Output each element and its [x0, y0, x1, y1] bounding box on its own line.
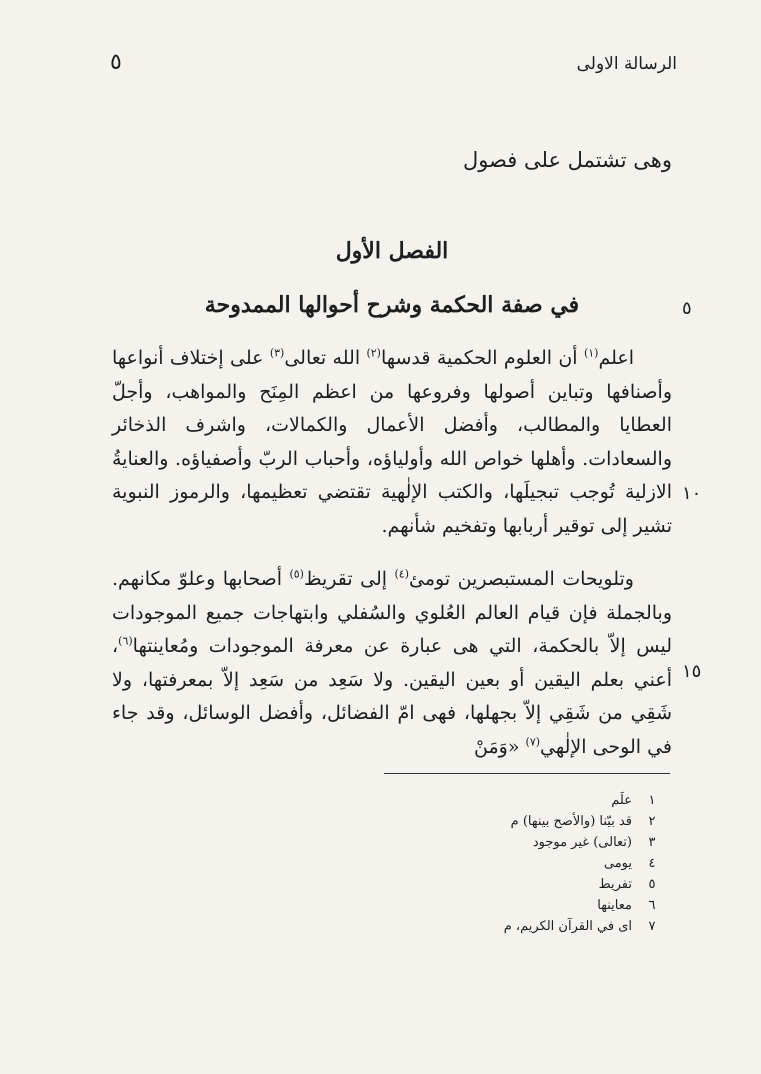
footnote-ref-1: (١): [583, 346, 599, 360]
footnote-ref-2: (٢): [366, 346, 381, 360]
paragraph-text: الله تعالى: [284, 347, 367, 369]
chapter-subtitle: في صفة الحكمة وشرح أحوالها الممدوحة: [204, 292, 580, 318]
footnote-number: ٦: [648, 898, 656, 913]
paragraph-text: ، أعني بعلم اليقين أو بعين اليقين. ولا سَعِد من سَعِد إلاّ بمعرفتها، ولا شَقِي من شَقِي إلاّ بجهلها، فهى امّ الفضائل، وأفضل الوسائل، وقد جاء في الوحى الإلٰهي: [112, 635, 672, 758]
footnote-ref-6: (٦): [118, 634, 133, 648]
footnote-ref-4: (٤): [394, 567, 409, 581]
footnote-ref-7: (٧): [525, 735, 541, 749]
footnote-text: معاينها: [597, 898, 632, 913]
footnotes-list: [384, 790, 672, 937]
footnote-number: ١: [648, 793, 656, 808]
footnote-text: يومى: [603, 856, 632, 871]
footnote-number: ٧: [648, 919, 656, 934]
footnote-ref-3: (٣): [269, 346, 285, 360]
body-paragraph-2: [112, 563, 672, 764]
footnote-separator: [384, 773, 670, 774]
footnote-item: [384, 790, 672, 811]
running-title: الرسالة الاولى: [576, 54, 677, 74]
footnote-number: ٢: [648, 814, 656, 829]
footnote-text: تفريط: [598, 877, 632, 892]
footnote-text: (تعالى) غير موجود: [532, 835, 632, 850]
paragraph-text: على إختلاف أنواعها وأصنافها وتباين أصولها وفروعها من اعظم المِنَح والمواهب، وأجلّ العطايا والمطالب، وأفضل الأعمال والكمالات، واشرف الذخائر والسعادات. وأهلها خواص الله وأولياؤه، وأحباب الربّ وأصفياؤه. والعنايةُ الازلية تُوجب تبجيلَها، والكتب الإلٰهية تقتضي تعظيمها، والرموز النبوية تشير إلى توقير أربابها وتفخيم شأنهم.: [112, 347, 672, 537]
paragraph-text: أن العلوم الحكمية قدسها: [380, 347, 584, 369]
footnote-text: علَم: [611, 793, 632, 808]
footnote-item: [384, 832, 672, 853]
margin-line-number-10: ١٠: [682, 483, 702, 504]
footnote-item: [384, 895, 672, 916]
margin-line-number-5: ٥: [682, 298, 692, 319]
body-paragraph-1: [112, 342, 672, 543]
footnote-text: اى في القرآن الكريم، م: [503, 919, 632, 934]
footnote-number: ٣: [648, 835, 656, 850]
footnote-item: [384, 874, 672, 895]
paragraph-text: أصحابها وعلوّ مكانهم. وبالجملة فإن قيام العالم العُلوي والسُفلي وابتهاجات جميع الموجودات ليس إلاّ بالحكمة، التي هى عبارة عن معرفة الموجودات ومُعاينتها: [112, 568, 672, 657]
footnote-number: ٤: [648, 856, 656, 871]
footnote-ref-5: (٥): [289, 567, 304, 581]
page-number: ٥: [110, 50, 122, 75]
footnote-item: [384, 811, 672, 832]
intro-line: وهى تشتمل على فصول: [462, 148, 672, 172]
chapter-title: الفصل الأول: [335, 238, 449, 264]
paragraph-text: «وَمَنْ: [474, 735, 526, 758]
footnote-number: ٥: [648, 877, 656, 892]
footnote-item: [384, 916, 672, 937]
footnote-text: قد بيّنا (والأصح بينها) م: [510, 814, 632, 829]
paragraph-text: إلى تقريظ: [303, 568, 395, 590]
paragraph-text: وتلويحات المستبصرين تومئ: [409, 568, 634, 590]
footnote-item: [384, 853, 672, 874]
paragraph-text: اعلم: [598, 347, 635, 369]
page-header: [104, 50, 677, 78]
margin-line-number-15: ١٥: [682, 661, 702, 682]
